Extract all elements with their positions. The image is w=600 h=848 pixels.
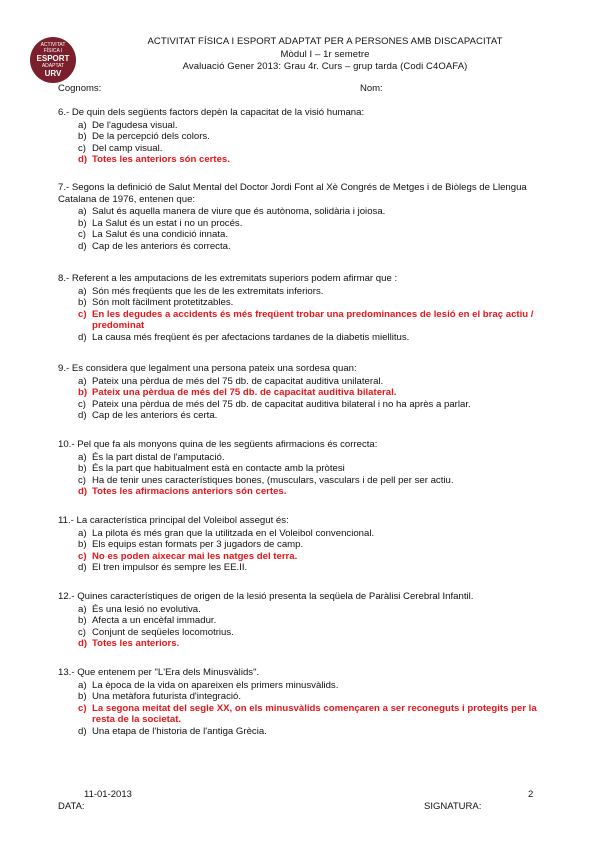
- logo-line: FÍSICA I: [43, 48, 63, 54]
- option-letter: b): [78, 615, 87, 627]
- option-letter: c): [78, 702, 87, 714]
- option-letter: a): [78, 375, 87, 387]
- option-text: La causa més freqüent és per afectacions tardanes de la diabetis miellitus.: [92, 331, 410, 343]
- option-text: Ha de tenir unes característiques bones, (musculars, vasculars i de pell per ser actiu.: [92, 474, 454, 486]
- university-logo: [30, 37, 76, 83]
- option-b: [58, 691, 550, 703]
- option-letter: b): [78, 131, 87, 143]
- option-a: [58, 120, 550, 132]
- option-letter: c): [78, 626, 86, 638]
- option-letter: b): [78, 691, 87, 703]
- option-letter: b): [78, 217, 87, 229]
- option-letter: d): [78, 154, 88, 166]
- question-12: [58, 591, 550, 650]
- option-text: Pateix una pèrdua de més del 75 db. de capacitat auditiva bilateral.: [92, 387, 397, 399]
- option-b: [58, 463, 550, 475]
- option-text: Una metàfora futurista d'integració.: [92, 691, 242, 703]
- option-b: [58, 297, 550, 309]
- question-stem: 10.- Pel que fa als monyons quina de les següents afirmacions és correcta:: [58, 439, 378, 450]
- option-text: Conjunt de seqüeles locomotrius.: [92, 626, 234, 638]
- option-d: [58, 332, 550, 344]
- question-stem: 12.- Quines característiques de origen de la lesió presenta la seqüela de Paràlisi Cerebral Infantil.: [58, 591, 474, 602]
- option-c: [58, 475, 550, 487]
- option-d-correct-answer: [58, 154, 550, 166]
- document-header: [90, 36, 560, 74]
- surname-field-label: Cognoms:: [58, 83, 102, 94]
- option-letter: c): [78, 229, 86, 241]
- option-letter: a): [78, 206, 87, 218]
- option-letter: a): [78, 603, 87, 615]
- option-letter: d): [78, 638, 88, 650]
- option-b: [58, 615, 550, 627]
- option-text: En les degudes a accidents és més freqüent trobar una predominances de lesió en el braç actiu / predominat: [92, 308, 534, 332]
- option-letter: d): [78, 725, 87, 737]
- option-letter: d): [78, 486, 88, 498]
- option-text: És la part que habitualment està en contacte amb la pròtesi: [92, 463, 345, 475]
- option-text: De la percepció dels colors.: [92, 131, 210, 143]
- option-text: La pilota és més gran que la utilitzada en el Voleibol convencional.: [92, 527, 375, 539]
- option-letter: c): [78, 308, 87, 320]
- name-field-label: Nom:: [360, 83, 383, 94]
- option-letter: c): [78, 474, 86, 486]
- option-text: No es poden aixecar mai les natges del terra.: [92, 550, 298, 562]
- option-b: [58, 131, 550, 143]
- question-13: [58, 667, 550, 738]
- option-c: [58, 143, 550, 155]
- question-stem: 8.- Referent a les amputacions de les extremitats superiors podem afirmar que :: [58, 273, 398, 284]
- option-text: Pateix una pèrdua de més del 75 db. de capacitat auditiva bilateral i no ha après a parlar.: [92, 398, 471, 410]
- option-text: Cap de les anteriors és correcta.: [92, 240, 231, 252]
- logo-line: ACTIVITAT: [40, 42, 66, 48]
- option-text: Totes les anteriors són certes.: [92, 154, 230, 166]
- option-text: Totes les anteriors.: [92, 638, 180, 650]
- option-text: Salut és aquella manera de viure que és autònoma, solidària i joiosa.: [92, 206, 386, 218]
- option-text: La segona meitat del segle XX, on els minusvàlids començaren a ser reconeguts i protegits per la resta de la societat.: [92, 702, 537, 726]
- question-6: [58, 107, 550, 166]
- option-d-correct-answer: [58, 638, 550, 650]
- option-text: La època de la vida on apareixen els primers minusvàlids.: [92, 679, 339, 691]
- option-d-correct-answer: [58, 486, 550, 498]
- option-text: Són més freqüents que les de les extremitats inferiors.: [92, 285, 324, 297]
- exam-line: Avaluació Gener 2013: Grau 4r. Curs – grup tarda (Codi C4OAFA): [182, 61, 468, 72]
- option-b: [58, 218, 550, 230]
- option-letter: a): [78, 679, 87, 691]
- option-a: [58, 206, 550, 218]
- option-text: La Salut és un estat i no un procés.: [92, 217, 243, 229]
- logo-line: ADAPTAT: [41, 63, 65, 69]
- date-value: 11-01-2013: [84, 789, 132, 800]
- option-letter: a): [78, 119, 87, 131]
- option-letter: c): [78, 142, 86, 154]
- question-stem: 6.- De quin dels següents factors depèn la capacitat de la visió humana:: [58, 107, 365, 118]
- option-text: Pateix una pèrdua de més del 75 db. de capacitat auditiva unilateral.: [92, 375, 384, 387]
- option-text: Totes les afirmacions anteriors són certes.: [92, 486, 287, 498]
- option-c-correct-answer: [58, 551, 550, 563]
- course-title: ACTIVITAT FÍSICA I ESPORT ADAPTAT PER A PERSONES AMB DISCAPACITAT: [147, 36, 503, 47]
- option-d: [58, 562, 550, 574]
- option-c-correct-answer: [58, 703, 550, 726]
- option-c: [58, 229, 550, 241]
- option-text: La Salut és una condició innata.: [92, 229, 229, 241]
- option-text: És la part distal de l'amputació.: [92, 451, 225, 463]
- option-d: [58, 410, 550, 422]
- option-letter: a): [78, 527, 87, 539]
- question-stem: 7.- Segons la definició de Salut Mental del Doctor Jordi Font al Xè Congrés de Metges i de Biòlegs de Llengua Catalana de 1976, entenen que:: [58, 182, 527, 205]
- option-text: El tren impulsor és sempre les EE.II.: [92, 562, 248, 574]
- question-stem: 11.- La característica principal del Voleibol assegut és:: [58, 515, 289, 526]
- signature-label: SIGNATURA:: [424, 801, 482, 812]
- date-label: DATA:: [58, 801, 85, 812]
- option-b: [58, 539, 550, 551]
- option-text: De l'agudesa visual.: [92, 119, 178, 131]
- option-text: Una etapa de l'historia de l'antiga Grècia.: [92, 725, 267, 737]
- option-letter: d): [78, 331, 87, 343]
- option-letter: a): [78, 285, 87, 297]
- option-a: [58, 286, 550, 298]
- option-d: [58, 241, 550, 253]
- option-a: [58, 680, 550, 692]
- option-letter: a): [78, 451, 87, 463]
- option-text: Cap de les anteriors és certa.: [92, 410, 218, 422]
- option-text: Són molt fàcilment protetitzables.: [92, 297, 234, 309]
- option-a: [58, 528, 550, 540]
- question-7: [58, 182, 550, 253]
- question-stem: 13.- Que entenem per "L'Era dels Minusvàlids".: [58, 667, 260, 678]
- question-8: [58, 273, 550, 344]
- option-d: [58, 726, 550, 738]
- option-letter: d): [78, 562, 87, 574]
- option-text: És una lesió no evolutiva.: [92, 603, 201, 615]
- question-stem: 9.- Es considera que legalment una persona pateix una sordesa quan:: [58, 363, 357, 374]
- question-11: [58, 515, 550, 574]
- question-10: [58, 439, 550, 498]
- page-number: 2: [528, 789, 534, 800]
- option-a: [58, 604, 550, 616]
- option-text: Afecta a un encèfal immadur.: [92, 615, 217, 627]
- option-letter: b): [78, 463, 87, 475]
- option-c-correct-answer: [58, 309, 550, 332]
- logo-line: URV: [44, 69, 62, 78]
- question-9: [58, 363, 550, 422]
- logo-line: ESPORT: [36, 54, 70, 63]
- option-letter: b): [78, 539, 87, 551]
- option-letter: c): [78, 550, 87, 562]
- option-a: [58, 452, 550, 464]
- module-line: Mòdul I – 1r semetre: [280, 48, 370, 60]
- option-letter: b): [78, 297, 87, 309]
- option-c: [58, 627, 550, 639]
- option-c: [58, 399, 550, 411]
- option-letter: c): [78, 398, 86, 410]
- option-b-correct-answer: [58, 387, 550, 399]
- option-letter: d): [78, 410, 87, 422]
- option-letter: b): [78, 387, 88, 399]
- option-text: Els equips estan formats per 3 jugadors de camp.: [92, 539, 304, 551]
- option-letter: d): [78, 240, 87, 252]
- option-a: [58, 376, 550, 388]
- option-text: Del camp visual.: [92, 142, 163, 154]
